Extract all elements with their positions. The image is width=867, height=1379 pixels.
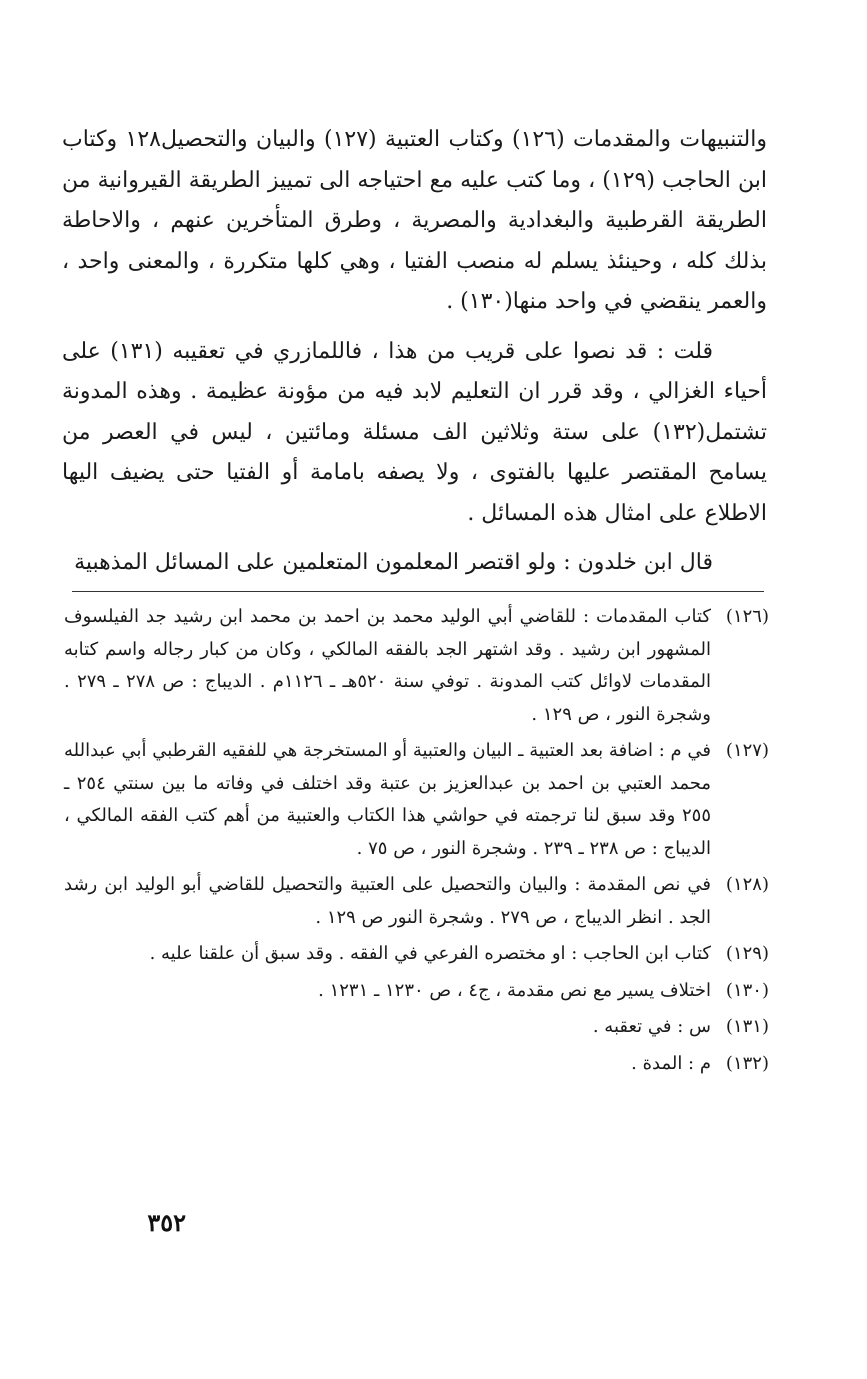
main-text-block	[62, 120, 767, 584]
footnote-number: (١٣١)	[725, 1016, 769, 1037]
footnote-text: في م : اضافة بعد العتبية ـ البيان والعتبية أو المستخرجة هي للفقيه القرطبي أبي عبدالله محمد العتبي بن احمد بن عبدالعزيز بن عتبة وقد اختلف في وفاته ما بين سنتي ٢٥٤ ـ ٢٥٥ وقد سبق لنا ترجمته في حواشي هذا الكتاب والعتبية من أهم كتب الفقه المالكي ، الديباج : ص ٢٣٨ ـ ٢٣٩ . وشجرة النور ، ص ٧٥ .	[64, 740, 711, 859]
page-number: ٣٥٢	[147, 1208, 186, 1237]
footnote-126	[64, 601, 769, 731]
footnote-128	[64, 869, 769, 934]
footnote-text: في نص المقدمة : والبيان والتحصيل على العتبية والتحصيل للقاضي أبو الوليد ابن رشد الجد . انظر الديباج ، ص ٢٧٩ . وشجرة النور ص ١٢٩ .	[64, 874, 711, 928]
footnote-number: (١٢٦)	[725, 606, 769, 627]
footnote-divider	[72, 591, 764, 592]
footnote-129	[64, 938, 769, 971]
footnote-text: س : في تعقبه .	[592, 1016, 711, 1037]
footnote-130	[64, 975, 769, 1008]
footnote-text: كتاب ابن الحاجب : او مختصره الفرعي في الفقه . وقد سبق أن علقنا عليه .	[149, 943, 711, 964]
footnote-text: م : المدة .	[631, 1052, 711, 1074]
body-paragraph-3: قال ابن خلدون : ولو اقتصر المعلمون المتعلمين على المسائل المذهبية	[74, 550, 713, 575]
footnote-number: (١٣٢)	[725, 1052, 769, 1074]
footnote-132	[64, 1048, 769, 1081]
footnote-number: (١٣٠)	[725, 979, 769, 1001]
footnotes-section	[64, 601, 769, 1084]
body-paragraph-1: والتنبيهات والمقدمات (١٢٦) وكتاب العتبية (١٢٧) والبيان والتحصيل١٢٨ وكتاب ابن الحاجب (١٢٩) ، وما كتب عليه مع احتياجه الى تمييز الطريقة القيروانية من الطريقة القرطبية والبغدادية والمصرية ، وطرق المتأخرين عنهم ، والاحاطة بذلك كله ، وحينئذ يسلم له منصب الفتيا ، وهي كلها متكررة ، والمعنى واحد ، والعمر ينقضي في واحد منها(١٣٠) .	[62, 127, 767, 314]
body-paragraph-2: قلت : قد نصوا على قريب من هذا ، فاللمازري في تعقيبه (١٣١) على أحياء الغزالي ، وقد قرر ان التعليم لابد فيه من مؤونة عظيمة . وهذه المدونة تشتمل(١٣٢) على ستة وثلاثين الف مسئلة ومائتين ، ليس في العصر من يسامح المقتصر عليها بالفتوى ، ولا يصفه بامامة أو الفتيا حتى يضيف اليها الاطلاع على امثال هذه المسائل .	[62, 338, 767, 526]
footnote-number: (١٢٨)	[725, 874, 769, 895]
footnote-text: اختلاف يسير مع نص مقدمة ، ج٤ ، ص ١٢٣٠ ـ ١٢٣١ .	[318, 979, 711, 1001]
footnote-127	[64, 735, 769, 865]
footnote-number: (١٢٩)	[725, 943, 769, 964]
footnote-text: كتاب المقدمات : للقاضي أبي الوليد محمد بن احمد بن محمد ابن رشيد جد الفيلسوف المشهور ابن رشيد . وقد اشتهر الجد بالفقه المالكي ، وكان من كبار رجاله واسم كتابه المقدمات لاوائل كتب المدونة . توفي سنة ٥٢٠هـ ـ ١١٢٦م . الديباج : ص ٢٧٨ ـ ٢٧٩ . وشجرة النور ، ص ١٢٩ .	[64, 606, 711, 725]
footnote-number: (١٢٧)	[725, 740, 769, 761]
footnote-131	[64, 1011, 769, 1044]
